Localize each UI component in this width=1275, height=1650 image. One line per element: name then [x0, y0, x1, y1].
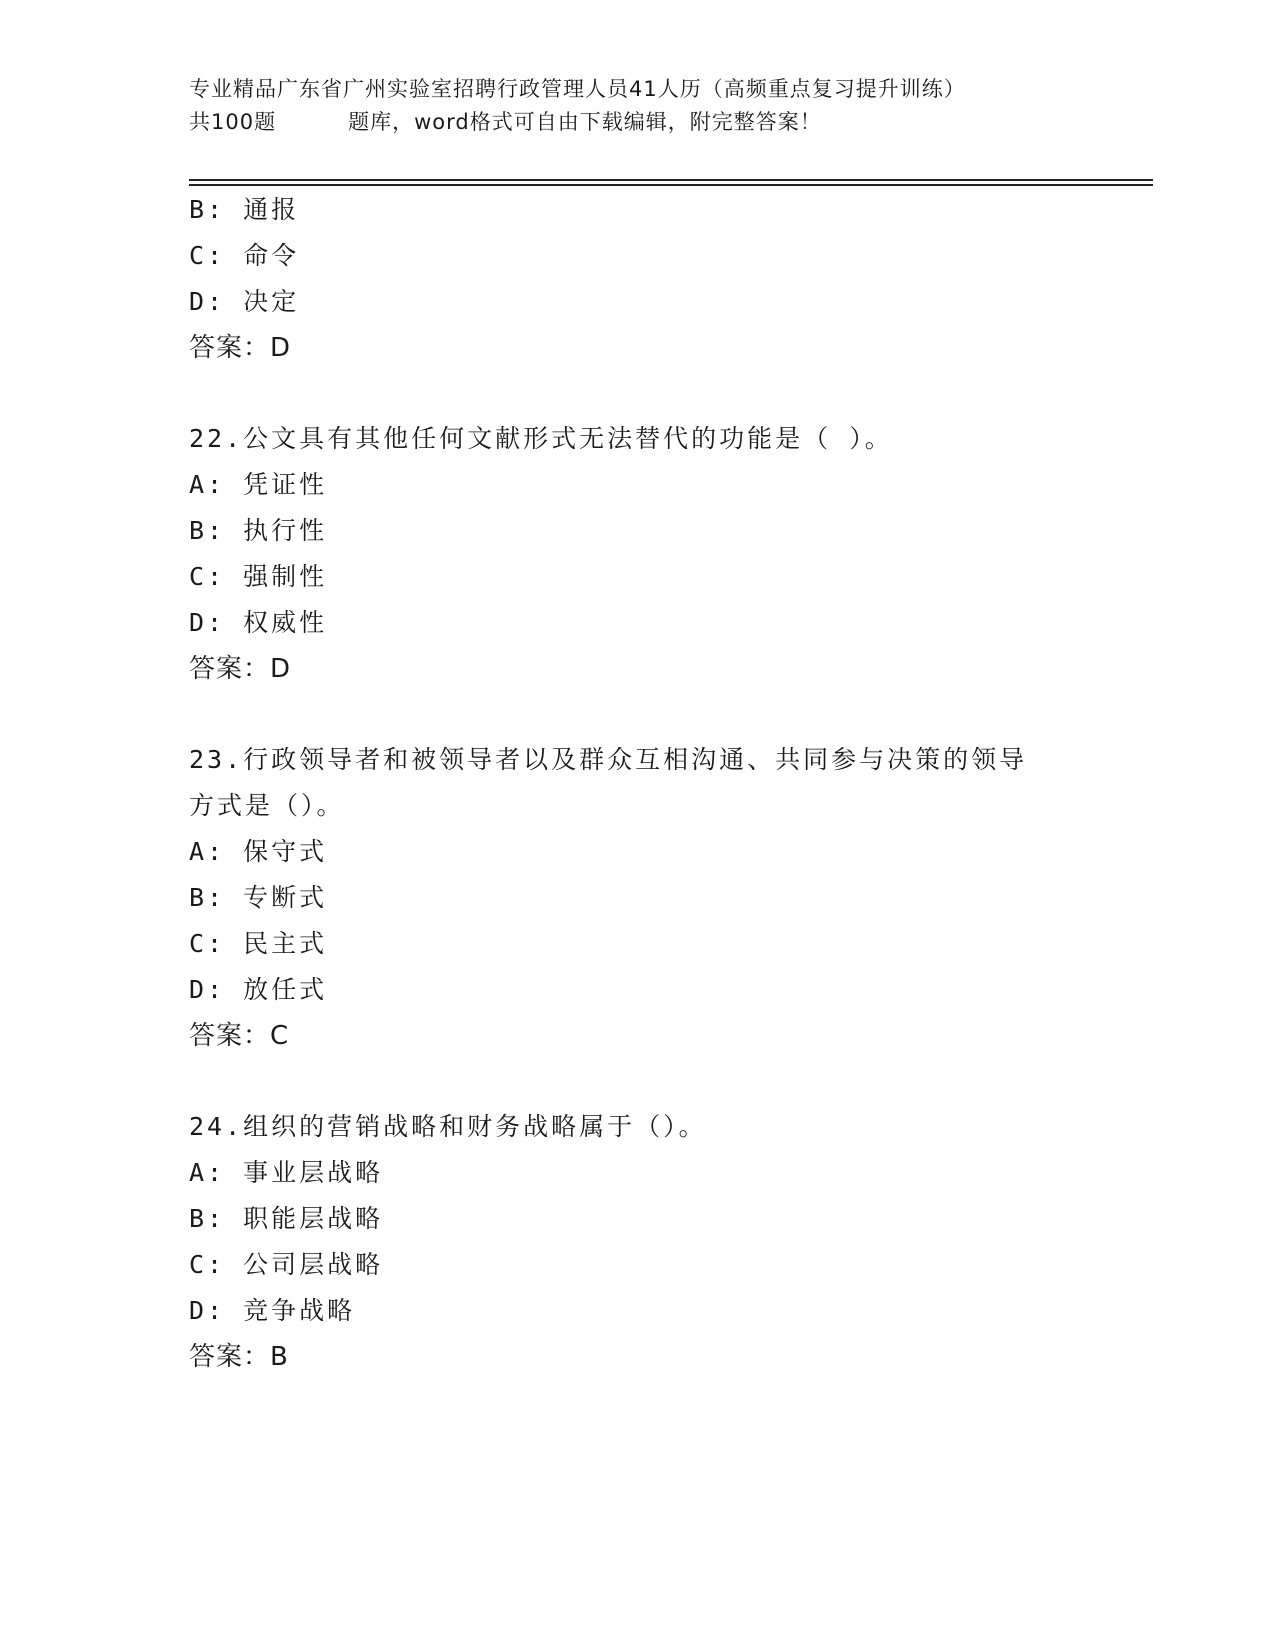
page-header — [189, 73, 1089, 139]
option-text: 凭证性 — [243, 470, 328, 499]
option-text: 执行性 — [243, 516, 328, 545]
option-key: C: — [189, 562, 226, 591]
header-subtitle-line — [189, 106, 1089, 139]
option-c — [189, 233, 1089, 279]
question-23 — [189, 737, 1089, 1059]
option-key: C: — [189, 241, 226, 270]
option-key: A: — [189, 837, 226, 866]
option-key: C: — [189, 1250, 226, 1279]
answer-line: 答案：D — [189, 333, 292, 363]
option-key: D: — [189, 1296, 226, 1325]
option-b — [189, 187, 1089, 233]
option-text: 命令 — [243, 241, 300, 270]
question-stem: 24.组织的营销战略和财务战略属于（）。 — [189, 1112, 707, 1141]
question-list — [189, 187, 1089, 1380]
option-a — [189, 462, 1089, 508]
option-c — [189, 921, 1089, 967]
question-21-tail — [189, 187, 1089, 371]
option-b — [189, 875, 1089, 921]
option-key: B: — [189, 195, 226, 224]
header-divider-bottom — [189, 184, 1153, 186]
option-key: B: — [189, 516, 226, 545]
option-key: A: — [189, 470, 226, 499]
option-d — [189, 600, 1089, 646]
option-text: 职能层战略 — [243, 1204, 384, 1233]
option-key: D: — [189, 287, 226, 316]
option-key: C: — [189, 929, 226, 958]
option-d — [189, 1288, 1089, 1334]
question-24 — [189, 1104, 1089, 1380]
answer-line: 答案：C — [189, 1021, 290, 1051]
option-d — [189, 967, 1089, 1013]
option-text: 事业层战略 — [243, 1158, 384, 1187]
header-title-line: 专业精品广东省广州实验室招聘行政管理人员41人历（高频重点复习提升训练） — [189, 77, 966, 101]
option-key: A: — [189, 1158, 226, 1187]
question-stem: 22.公文具有其他任何文献形式无法替代的功能是（ ）。 — [189, 424, 893, 453]
option-b — [189, 1196, 1089, 1242]
option-key: B: — [189, 883, 226, 912]
option-key: B: — [189, 1204, 226, 1233]
header-description: 题库，word格式可自由下载编辑，附完整答案！ — [348, 110, 822, 134]
option-text: 竞争战略 — [243, 1296, 356, 1325]
question-22 — [189, 416, 1089, 692]
option-text: 公司层战略 — [243, 1250, 384, 1279]
option-text: 权威性 — [243, 608, 328, 637]
option-d — [189, 279, 1089, 325]
answer-line: 答案：B — [189, 1342, 289, 1372]
option-text: 专断式 — [243, 883, 328, 912]
answer-line: 答案：D — [189, 654, 292, 684]
option-text: 强制性 — [243, 562, 328, 591]
option-text: 放任式 — [243, 975, 328, 1004]
option-c — [189, 1242, 1089, 1288]
option-text: 通报 — [243, 195, 300, 224]
option-a — [189, 829, 1089, 875]
option-b — [189, 508, 1089, 554]
header-question-count: 共100题 — [189, 110, 277, 134]
header-divider-top — [189, 179, 1153, 181]
option-a — [189, 1150, 1089, 1196]
option-text: 决定 — [243, 287, 300, 316]
option-key: D: — [189, 975, 226, 1004]
option-text: 民主式 — [243, 929, 328, 958]
option-key: D: — [189, 608, 226, 637]
option-text: 保守式 — [243, 837, 328, 866]
option-c — [189, 554, 1089, 600]
question-stem: 23.行政领导者和被领导者以及群众互相沟通、共同参与决策的领导方式是（）。 — [189, 745, 1028, 820]
